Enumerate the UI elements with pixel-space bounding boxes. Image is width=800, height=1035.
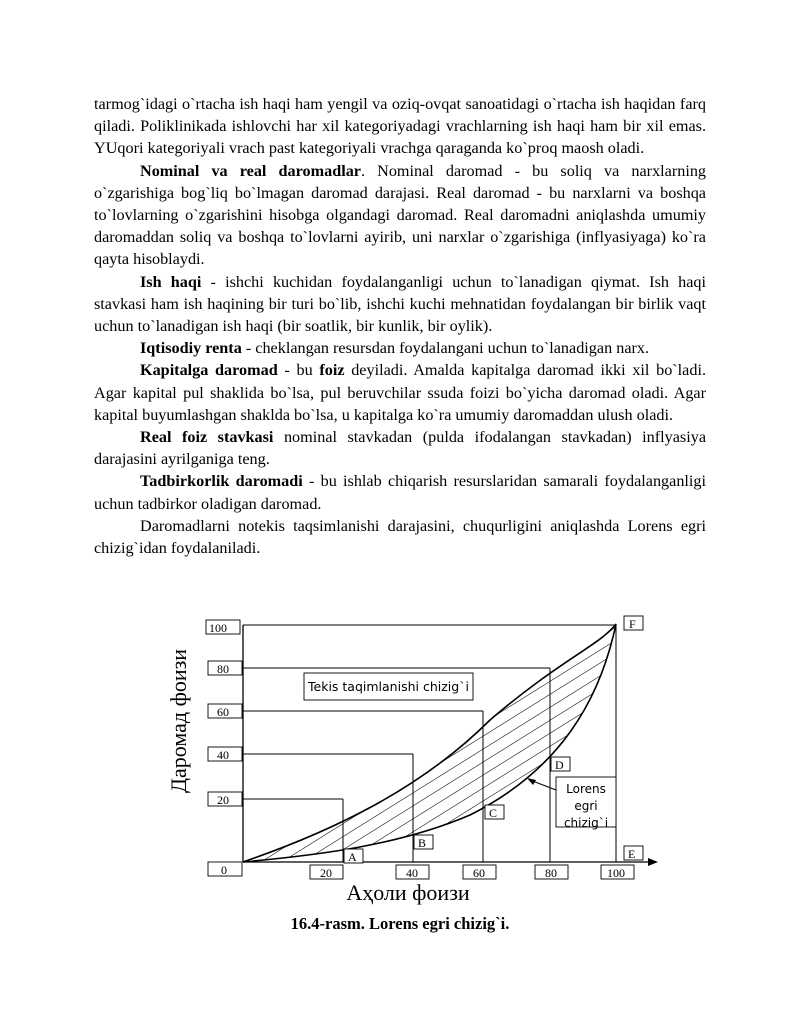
point-label-c <box>485 805 504 820</box>
svg-text:40: 40 <box>217 748 229 762</box>
equality-callout <box>304 673 473 700</box>
point-label-f <box>624 616 643 631</box>
svg-text:20: 20 <box>217 793 229 807</box>
svg-text:Tekis taqimlanishi chizig`i: Tekis taqimlanishi chizig`i <box>308 679 469 694</box>
svg-text:60: 60 <box>217 705 229 719</box>
y-tick-40 <box>208 747 242 762</box>
svg-text:60: 60 <box>473 866 485 880</box>
term-foiz: foiz <box>319 361 345 380</box>
y-axis-title: Даромад фоизи <box>166 648 191 793</box>
y-tick-60 <box>208 704 242 719</box>
svg-text:F: F <box>629 617 636 631</box>
point-label-b <box>414 835 433 850</box>
term-ish-haqi: Ish haqi <box>140 272 202 291</box>
x-tick-100 <box>601 865 634 880</box>
svg-text:chizig`i: chizig`i <box>563 816 609 830</box>
definition-tadbirkorlik: - bu ishlab chiqarish resurslaridan samarali foydalanganligi uchun tadbirkor oladigan daromad. <box>94 472 706 513</box>
term-renta: Iqtisodiy renta <box>140 339 242 358</box>
svg-text:A: A <box>348 850 357 864</box>
definition-kapital-mid: - bu <box>277 361 320 380</box>
term-real-foiz: Real foiz stavkasi <box>140 428 274 447</box>
definition-kapital: deyiladi. Amalda kapitalga daromad ikki xil bo`ladi. Agar kapital pul shaklida bo`lsa, pul beruvchilar ssuda foizi bo`yicha daromad oladi. Agar kapital buyumlashgan shaklda bo`lsa, u kapitalga ko`ra umumiy daromaddan ulush oladi. <box>94 361 707 424</box>
svg-text:20: 20 <box>320 866 332 880</box>
svg-text:Lorens: Lorens <box>566 782 606 796</box>
x-tick-20 <box>310 865 343 880</box>
svg-text:0: 0 <box>221 863 227 877</box>
origin-label <box>208 862 242 877</box>
x-axis-arrow <box>648 858 658 866</box>
svg-text:E: E <box>628 847 636 861</box>
x-tick-40 <box>396 865 429 880</box>
svg-text:100: 100 <box>607 866 625 880</box>
svg-text:40: 40 <box>406 866 418 880</box>
x-tick-60 <box>463 865 496 880</box>
point-label-a <box>344 849 363 864</box>
point-label-d <box>551 757 570 772</box>
x-axis-title: Аҳоли фоизи <box>346 880 470 905</box>
point-label-e <box>624 846 643 861</box>
term-nominal-real: Nominal va real daromadlar <box>140 161 361 180</box>
definition-renta: - cheklangan resursdan foydalangani uchun to`lanadigan narx. <box>241 339 650 358</box>
figure-caption: 16.4-rasm. Lorens egri chizig`i. <box>290 914 510 933</box>
y-tick-100 <box>206 620 240 635</box>
svg-text:100: 100 <box>209 621 227 635</box>
y-tick-80 <box>208 661 242 676</box>
term-kapital: Kapitalga daromad <box>140 361 278 380</box>
term-tadbirkorlik: Tadbirkorlik daromadi <box>140 472 303 491</box>
definition-ish-haqi: - ishchi kuchidan foydalanganligi uchun to`lanadigan qiymat. Ish haqi stavkasi ham ish haqining bir turi bo`lib, ishchi kuchi mehnatidan foydalangan bir birlik vaqt uchun to`lanadigan ish haqi (bir soatlik, bir kunlik, bir oylik). <box>94 272 707 336</box>
paragraph-1: tarmog`idagi o`rtacha ish haqi ham yengil va oziq-ovqat sanoatidagi o`rtacha ish haqidan farq qiladi. Poliklinikada ishlovchi har xil kategoriyadagi vrachlarning ish haqi ham bir xil emas. YUqori kategoriyali vrach past kategoriyali vrachga qaraganda ko`proq maosh oladi. <box>94 95 706 158</box>
x-tick-80 <box>535 865 568 880</box>
definition-real-foiz: nominal stavkadan (pulda ifodalangan stavkadan) inflyasiya darajasini ayrilganiga teng. <box>94 428 706 469</box>
svg-text:egri: egri <box>574 799 598 813</box>
y-tick-20 <box>208 792 242 807</box>
svg-text:B: B <box>418 836 427 850</box>
paragraph-lorens-intro: Daromadlarni notekis taqsimlanishi darajasini, chuqurligini aniqlashda Lorens egri chizig`idan foydalaniladi. <box>94 516 706 558</box>
svg-text:C: C <box>489 806 498 820</box>
definition-nominal-real: . Nominal daromad - bu soliq va narxlarning o`zgarishiga bog`liq bo`lmagan daromad darajasi. Real daromad - bu narxlarni va boshqa to`lovlarning o`zgarishini hisobga olgandagi daromad. Real daromadni aniqlashda umumiy daromaddan soliq va boshqa to`lovlarni ayirib, uni narxlar o`zgarishiga (inflyasiyaga) ko`ra qayta hisoblaydi. <box>94 161 707 269</box>
svg-text:80: 80 <box>217 662 229 676</box>
svg-text:80: 80 <box>545 866 557 880</box>
svg-text:D: D <box>555 758 564 772</box>
lorenz-callout <box>527 777 616 830</box>
